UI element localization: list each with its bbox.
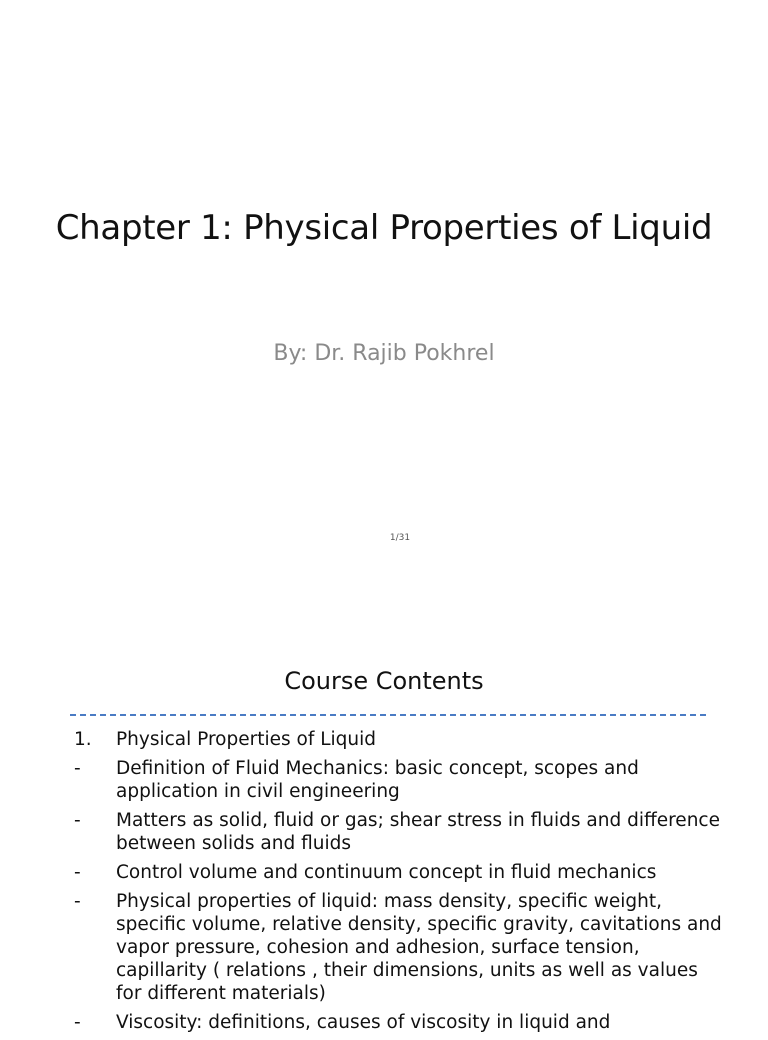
list-marker: - — [74, 1012, 81, 1033]
list-marker: - — [74, 862, 81, 883]
list-item-text: Physical properties of liquid: mass density, specific weight, specific volume, relative density, specific gravity, cavitations and vapor pressure, cohesion and adhesion, surface tension, capillarity ( relations , their dimensions, units as well as values for different materials) — [116, 891, 722, 1004]
list-item-text: Matters as solid, fluid or gas; shear stress in fluids and difference between solids and fluids — [116, 810, 720, 854]
list-item — [74, 757, 724, 803]
list-item-text: Physical Properties of Liquid — [116, 729, 377, 750]
list-marker: - — [74, 810, 81, 831]
list-item — [74, 1011, 724, 1034]
slide-title: Chapter 1: Physical Properties of Liquid — [55, 208, 713, 248]
list-item — [74, 861, 724, 884]
list-item — [74, 728, 724, 751]
slide-subtitle-author: By: Dr. Rajib Pokhrel — [273, 341, 495, 366]
page-number: 1/31 — [389, 533, 411, 543]
contents-title: Course Contents — [284, 667, 484, 695]
list-marker: - — [74, 891, 81, 912]
dashed-divider — [70, 714, 706, 716]
list-item-text: Definition of Fluid Mechanics: basic concept, scopes and application in civil engineering — [116, 758, 639, 802]
list-item — [74, 809, 724, 855]
list-item-text: Viscosity: definitions, causes of viscosity in liquid and — [116, 1012, 611, 1033]
contents-list — [74, 728, 724, 1040]
list-item-text: Control volume and continuum concept in fluid mechanics — [116, 862, 657, 883]
list-marker: - — [74, 758, 81, 779]
list-marker: 1. — [74, 729, 92, 750]
list-item — [74, 890, 724, 1005]
